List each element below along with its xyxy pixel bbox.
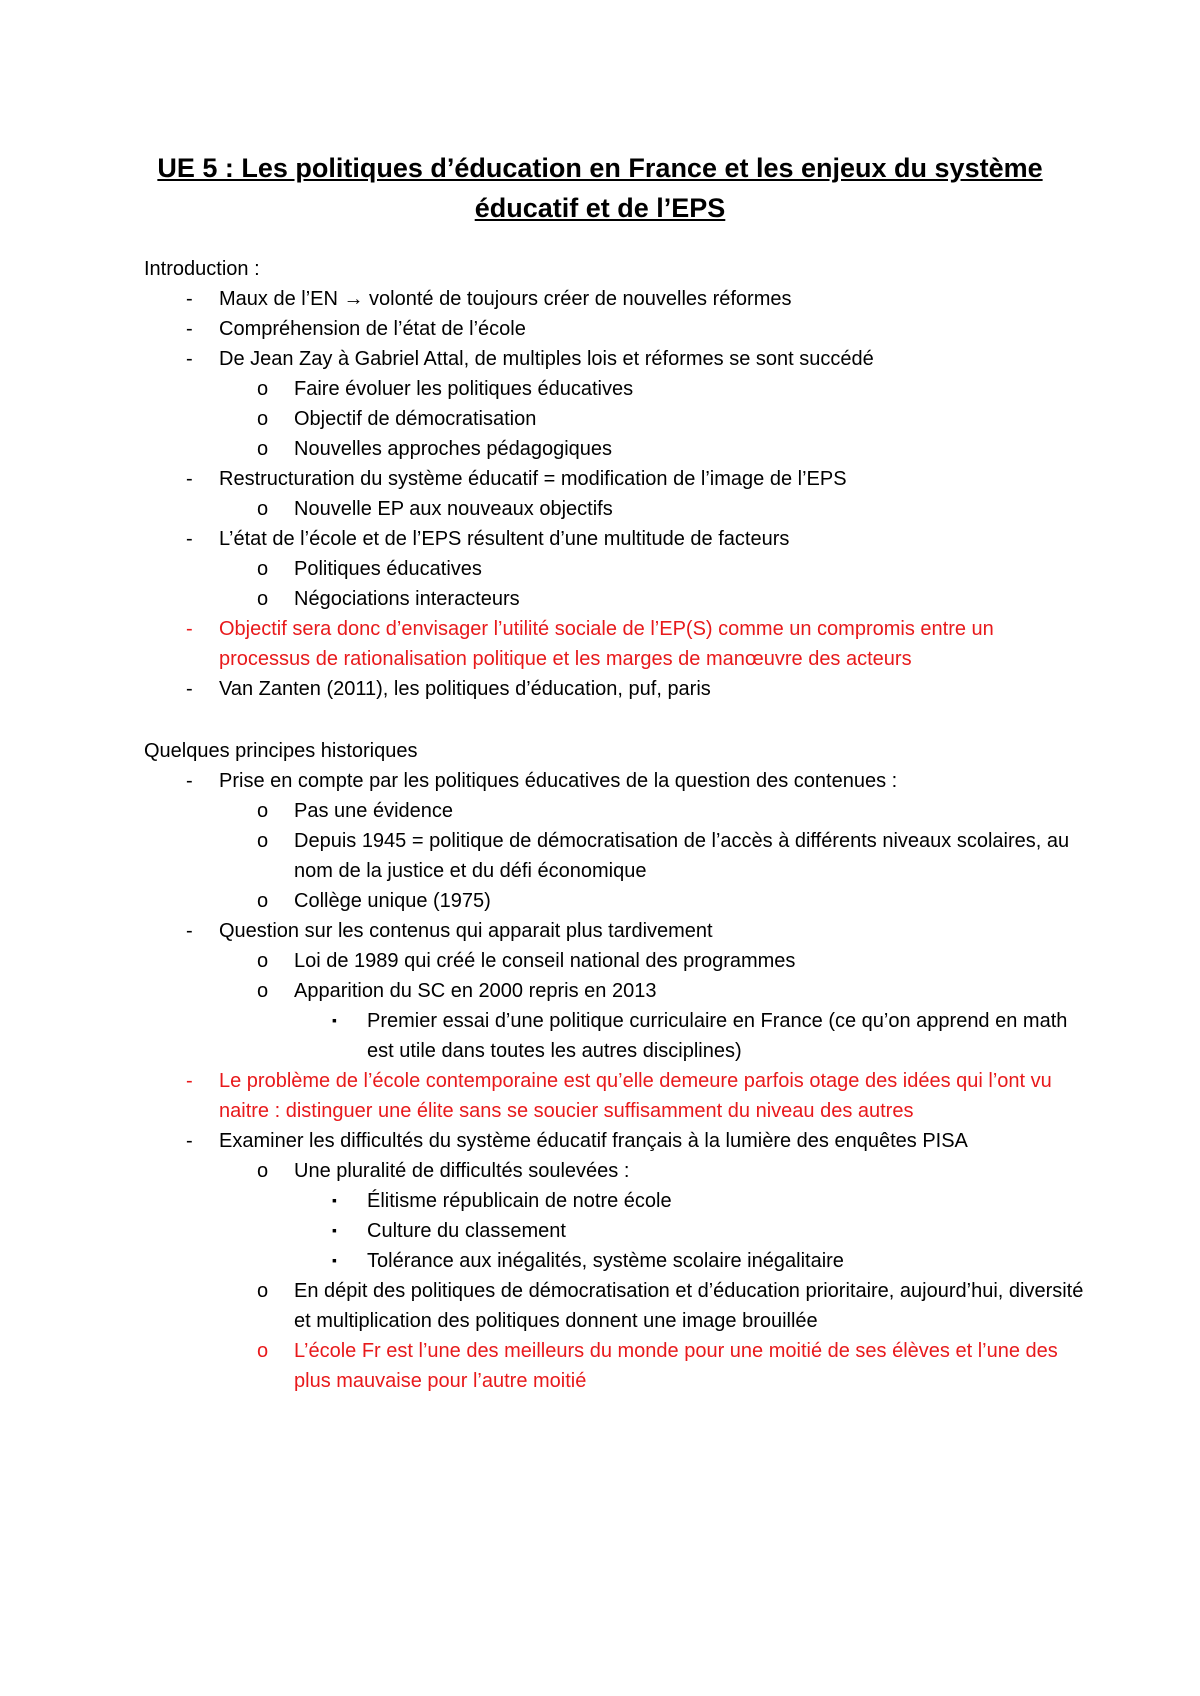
list-item: o Faire évoluer les politiques éducatives xyxy=(257,378,634,400)
list-item: o Pas une évidence xyxy=(257,800,454,822)
intro-section xyxy=(144,254,1084,704)
title-line-2: éducatif et de l’EPS xyxy=(474,193,726,223)
list-item: o Apparition du SC en 2000 repris en 2013 ▪ Premier essai d’une politique curriculaire en France (ce qu’on apprend en math est utile dans toutes les autres disciplines) xyxy=(219,976,1084,1066)
list-item: ▪ Tolérance aux inégalités, système scolaire inégalitaire xyxy=(332,1250,844,1272)
history-section xyxy=(144,736,1084,1396)
list-item: ▪ Premier essai d’une politique curriculaire en France (ce qu’on apprend en math est utile dans toutes les autres disciplines) xyxy=(332,1010,1068,1062)
list-item: - Maux de l’EN → volonté de toujours créer de nouvelles réformes xyxy=(186,288,792,310)
list-item-highlight: - Objectif sera donc d’envisager l’utilité sociale de l’EP(S) comme un compromis entre un processus de rationalisation politique et les marges de manœuvre des acteurs xyxy=(186,618,994,670)
list-item: o Une pluralité de difficultés soulevées : ▪ Élitisme républicain de notre école ▪ Culture du classement ▪ Tolérance aux inégalités, système scolaire inégalitaire xyxy=(219,1156,1084,1276)
list-item: o Collège unique (1975) xyxy=(257,890,491,912)
list-item: o Négociations interacteurs xyxy=(257,588,520,610)
list-item: - Restructuration du système éducatif = modification de l’image de l’EPS o Nouvelle EP aux nouveaux objectifs xyxy=(144,464,1084,524)
list-item: ▪ Élitisme républicain de notre école xyxy=(332,1190,672,1212)
list-item: ▪ Culture du classement xyxy=(332,1220,566,1242)
history-heading: Quelques principes historiques xyxy=(144,740,418,762)
list-item: - Question sur les contenus qui apparait plus tardivement o Loi de 1989 qui créé le conseil national des programmes o Apparition du SC en 2000 repris en 2013 ▪ Premier essai d’une politique curriculaire en France (ce qu’on apprend en math est utile dans toutes les autres disciplines) xyxy=(144,916,1084,1066)
list-item: - L’état de l’école et de l’EPS résultent d’une multitude de facteurs o Politiques éducatives o Négociations interacteurs xyxy=(144,524,1084,614)
list-item: o Nouvelles approches pédagogiques xyxy=(257,438,613,460)
history-list xyxy=(144,766,1084,1396)
list-item: o Depuis 1945 = politique de démocratisation de l’accès à différents niveaux scolaires, au nom de la justice et du défi économique xyxy=(257,830,1070,882)
list-item: - Examiner les difficultés du système éducatif français à la lumière des enquêtes PISA o Une pluralité de difficultés soulevées : ▪ Élitisme républicain de notre école ▪ Culture du classement ▪ Tolérance aux inégalités, système scolaire inégalitaire o En dépit des politiques de démocratisation et d’éducation prioritaire, aujourd’hui, diversité et multiplication des politiques donnent une image brouillée o L’école Fr est l’une des meilleurs du monde pour une moitié de ses élèves et l’une des plus mauvaise pour l’autre moitié xyxy=(144,1126,1084,1396)
list-item: - De Jean Zay à Gabriel Attal, de multiples lois et réformes se sont succédé o Faire évoluer les politiques éducatives o Objectif de démocratisation o Nouvelles approches pédagogiques xyxy=(144,344,1084,464)
title-line-1: UE 5 : Les politiques d’éducation en France et les enjeux du système xyxy=(157,153,1043,183)
list-item: - Compréhension de l’état de l’école xyxy=(186,318,526,340)
list-item: o Loi de 1989 qui créé le conseil national des programmes xyxy=(257,950,796,972)
intro-heading: Introduction : xyxy=(144,258,260,280)
list-item-highlight: - Le problème de l’école contemporaine est qu’elle demeure parfois otage des idées qui l’ont vu naitre : distinguer une élite sans se soucier suffisamment du niveau des autres xyxy=(186,1070,1052,1122)
list-item: o Politiques éducatives xyxy=(257,558,482,580)
page-title xyxy=(100,148,1100,228)
intro-list xyxy=(144,284,1084,704)
list-item: - Van Zanten (2011), les politiques d’éducation, puf, paris xyxy=(186,678,711,700)
list-item: o Nouvelle EP aux nouveaux objectifs xyxy=(257,498,613,520)
list-item: o En dépit des politiques de démocratisation et d’éducation prioritaire, aujourd’hui, diversité et multiplication des politiques donnent une image brouillée xyxy=(257,1280,1084,1332)
list-item-highlight: o L’école Fr est l’une des meilleurs du monde pour une moitié de ses élèves et l’une des plus mauvaise pour l’autre moitié xyxy=(257,1340,1058,1392)
list-item: o Objectif de démocratisation xyxy=(257,408,537,430)
list-item: - Prise en compte par les politiques éducatives de la question des contenues : o Pas une évidence o Depuis 1945 = politique de démocratisation de l’accès à différents niveaux scolaires, au nom de la justice et du défi économique o Collège unique (1975) xyxy=(144,766,1084,916)
